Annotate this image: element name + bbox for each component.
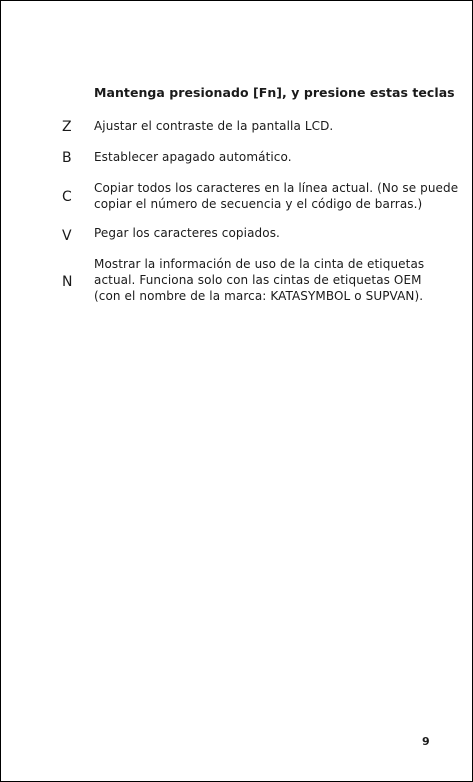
- shortcut-key: N: [62, 274, 73, 290]
- shortcut-key: V: [62, 228, 72, 244]
- shortcut-description: [94, 180, 464, 212]
- description-line: Pegar los caracteres copiados.: [94, 226, 280, 240]
- description-line: copiar el número de secuencia y el código de barras.): [94, 197, 423, 211]
- description-line: actual. Funciona solo con las cintas de etiquetas OEM: [94, 273, 422, 287]
- description-line: Copiar todos los caracteres en la línea actual. (No se puede: [94, 181, 459, 195]
- shortcut-description: [94, 225, 464, 241]
- shortcut-key: Z: [62, 119, 72, 135]
- page-number: 9: [422, 735, 430, 748]
- description-line: Mostrar la información de uso de la cinta de etiquetas: [94, 257, 425, 271]
- description-line: (con el nombre de la marca: KATASYMBOL o SUPVAN).: [94, 289, 424, 303]
- description-line: Ajustar el contraste de la pantalla LCD.: [94, 119, 334, 133]
- shortcut-key: C: [62, 189, 72, 205]
- shortcut-key: B: [62, 150, 72, 166]
- description-line: Establecer apagado automático.: [94, 150, 292, 164]
- shortcut-description: [94, 256, 464, 304]
- section-heading: Mantenga presionado [Fn], y presione estas teclas: [94, 85, 455, 100]
- shortcut-description: [94, 149, 464, 165]
- shortcut-description: [94, 118, 464, 134]
